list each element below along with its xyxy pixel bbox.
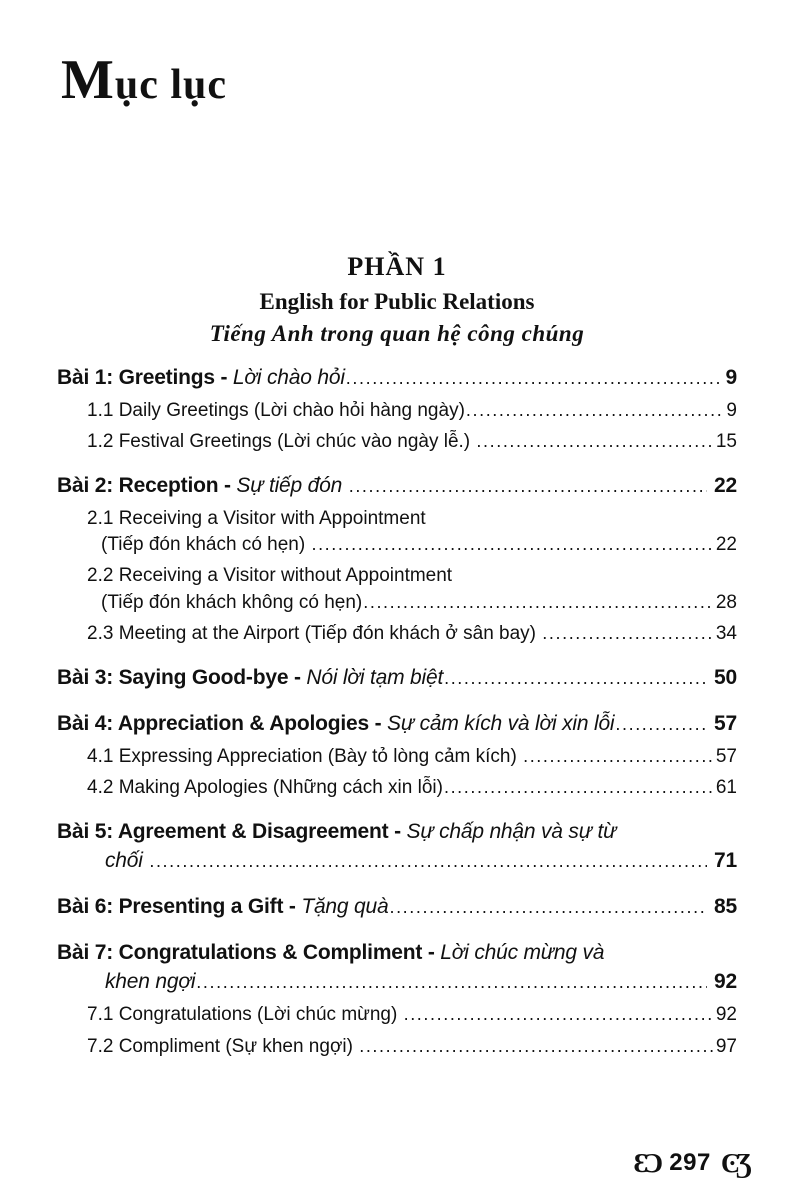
toc-entry [57,506,737,558]
toc-entry [57,621,737,647]
toc-entry-line [57,775,737,801]
dot-leader [196,970,707,995]
fleuron-left-icon: ƐϽ [633,1147,660,1178]
toc-entry [57,939,737,997]
toc-entry-line [57,847,737,876]
toc-entry-text: 7.1 Congratulations (Lời chúc mừng) [87,1004,403,1026]
toc-entry-text: chối [105,849,149,873]
toc-entry-line [57,563,737,589]
toc-entry-text: Bài 5: Agreement & Disagreement - [57,820,407,844]
toc-entry [57,818,737,876]
dot-leader [363,590,714,615]
toc-entry-line [57,893,737,922]
toc-entry [57,364,737,393]
dot-leader [149,849,707,874]
toc-entry-text: (Tiếp đón khách có hẹn) [101,534,311,556]
toc-entry [57,472,737,501]
toc-entry-text: (Tiếp đón khách không có hẹn) [101,591,363,613]
dot-leader [349,474,707,499]
toc-page-number: 61 [715,777,737,799]
page-footer [634,1149,749,1177]
toc-entry-line [57,532,737,558]
toc-page-number: 97 [715,1035,737,1057]
toc-page-number: 9 [726,399,737,421]
toc-entry-text: Bài 7: Congratulations & Compliment - [57,941,441,965]
toc-page-number: 34 [715,622,737,644]
toc-entry-line [57,1034,737,1060]
toc-entry-text: 7.2 Compliment (Sự khen ngợi) [87,1035,359,1057]
toc-page-number: 28 [715,591,737,613]
toc-entry-line [57,429,737,455]
toc-entry-text: Bài 2: Reception - [57,474,237,497]
dot-leader [359,1034,714,1059]
toc-entry-text: Bài 3: Saying Good-bye - [57,666,307,690]
footer-page-number: 297 [669,1149,711,1176]
toc-entry-line [57,590,737,616]
part-label: PHẦN 1 [347,251,447,281]
part-title-english: English for Public Relations [259,288,535,314]
toc-entry-text: Bài 6: Presenting a Gift - [57,895,302,919]
dot-leader [444,775,714,800]
toc-entry [57,398,737,424]
toc-entry-text: 4.2 Making Apologies (Những cách xin lỗi) [87,777,443,799]
toc-entry-text: Lời chào hỏi [232,365,345,389]
dot-leader [542,621,714,646]
dot-leader [523,744,714,769]
toc-entry-text: Sự tiếp đón [236,474,348,497]
dot-leader [389,895,707,920]
toc-entry-text: 4.1 Expressing Appreciation (Bày tỏ lòng cảm kích) [87,746,523,767]
dot-leader [346,366,719,391]
toc-list [57,364,737,1060]
toc-entry [57,1034,737,1060]
toc-entry-line [57,818,737,847]
toc-entry-line [57,472,737,501]
toc-entry-line [57,506,737,532]
part-heading [57,252,737,347]
toc-page-number: 50 [714,666,737,690]
toc-entry-text: Tặng quà [301,895,389,919]
dot-leader [444,666,707,691]
toc-entry-text: Sự chấp nhận và sự từ [406,820,617,844]
toc-page-number: 92 [714,970,737,994]
toc-entry-line [57,621,737,647]
toc-page-number: 92 [715,1004,737,1026]
toc-entry-text: Bài 1: Greetings - [57,365,233,389]
toc-entry-text: 2.2 Receiving a Visitor without Appointment [87,565,453,587]
toc-entry-line [57,1002,737,1028]
toc-entry [57,429,737,455]
toc-entry-line [57,744,737,770]
toc-page-number: 85 [714,895,737,919]
dot-leader [311,532,713,557]
toc-entry [57,775,737,801]
toc-page-number: 22 [714,474,737,497]
toc-entry [57,744,737,770]
toc-entry-text: 1.1 Daily Greetings (Lời chào hỏi hàng ngày) [87,399,465,421]
dot-leader [466,398,725,423]
toc-entry-line [57,968,737,997]
fleuron-right-icon: ϾƷ [720,1147,748,1178]
toc-page-number: 22 [715,534,737,556]
toc-entry-line [57,364,737,393]
part-title-vietnamese: Tiếng Anh trong quan hệ công chúng [209,320,585,346]
toc-page-number: 57 [715,746,737,767]
dot-leader [404,1002,714,1027]
toc-entry [57,1002,737,1028]
toc-entry-text: Nói lời tạm biệt [306,666,444,690]
toc-entry [57,710,737,739]
toc-entry-text: Lời chúc mừng và [440,941,605,965]
toc-entry [57,664,737,693]
toc-entry-line [57,710,737,739]
dot-leader [615,712,707,737]
toc-entry-text: 2.3 Meeting at the Airport (Tiếp đón khách ở sân bay) [87,622,542,644]
toc-page-number: 15 [715,430,737,452]
toc-page-number: 57 [714,712,737,736]
toc-page-number: 9 [725,365,737,389]
toc-entry-text: Sự cảm kích và lời xin lỗi [387,712,615,736]
toc-entry-line [57,398,737,424]
toc-page-number: 71 [714,849,737,873]
toc-entry-text: 2.1 Receiving a Visitor with Appointment [87,507,426,529]
toc-entry-text: Bài 4: Appreciation & Apologies - [57,712,388,736]
dot-leader [476,429,713,454]
page-title: Mục lục [61,49,228,111]
toc-entry [57,893,737,922]
toc-entry-text: 1.2 Festival Greetings (Lời chúc vào ngày lễ.) [87,430,476,452]
toc-entry-line [57,664,737,693]
toc-entry-line [57,939,737,968]
toc-entry-text: khen ngợi [105,970,196,994]
toc-entry [57,563,737,615]
